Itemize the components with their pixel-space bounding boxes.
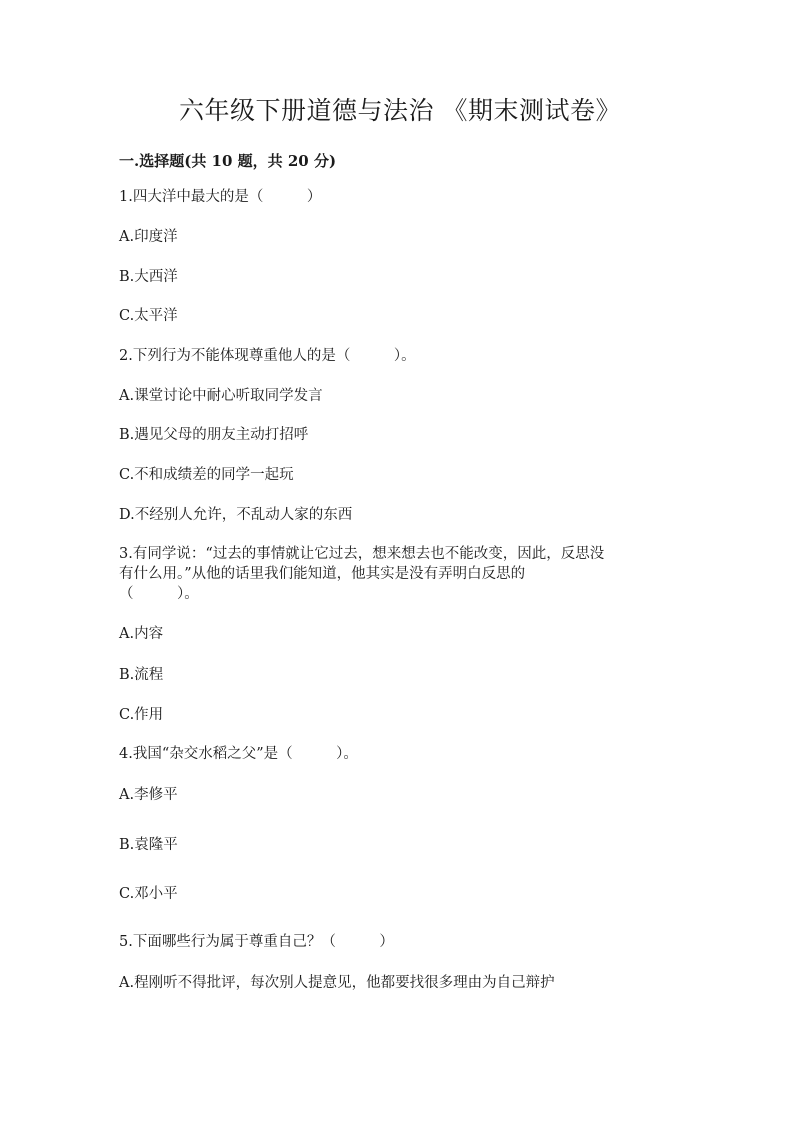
question-3-stem-line-2: 有什么用。”从他的话里我们能知道，他其实是没有弄明白反思的 [119, 566, 526, 582]
page-title: 六年级下册道德与法治 《期末测试卷》 [179, 96, 621, 125]
question-3-stem-line-3: （ ）。 [119, 586, 199, 602]
section-heading: 一.选择题(共 10 题，共 20 分) [119, 152, 337, 170]
question-2-option-d: D.不经别人允许，不乱动人家的东西 [119, 507, 353, 523]
question-2-option-a: A.课堂讨论中耐心听取同学发言 [119, 388, 323, 404]
question-1-option-c: C.太平洋 [119, 308, 178, 324]
question-4-option-c: C.邓小平 [119, 886, 178, 902]
question-1-option-a: A.印度洋 [119, 229, 178, 245]
question-5-stem: 5.下面哪些行为属于尊重自己？（ ） [119, 934, 394, 950]
question-4-option-b: B.袁隆平 [119, 837, 178, 853]
question-2-stem: 2.下列行为不能体现尊重他人的是（ ）。 [119, 348, 416, 364]
question-2-option-b: B.遇见父母的朋友主动打招呼 [119, 427, 309, 443]
question-3-stem-line-1: 3.有同学说：“过去的事情就让它过去，想来想去也不能改变，因此，反思没 [119, 546, 605, 562]
question-4-option-a: A.李修平 [119, 787, 178, 803]
question-3-option-a: A.内容 [119, 626, 164, 642]
question-1-option-b: B.大西洋 [119, 269, 178, 285]
question-3-option-b: B.流程 [119, 667, 164, 683]
question-3-option-c: C.作用 [119, 707, 164, 723]
question-4-stem: 4.我国“杂交水稻之父”是（ ）。 [119, 746, 358, 762]
question-2-option-c: C.不和成绩差的同学一起玩 [119, 467, 294, 483]
question-1-stem: 1.四大洋中最大的是（ ） [119, 189, 322, 205]
question-3-stem [119, 544, 679, 604]
question-5-option-a: A.程刚听不得批评，每次别人提意见，他都要找很多理由为自己辩护 [119, 975, 555, 991]
